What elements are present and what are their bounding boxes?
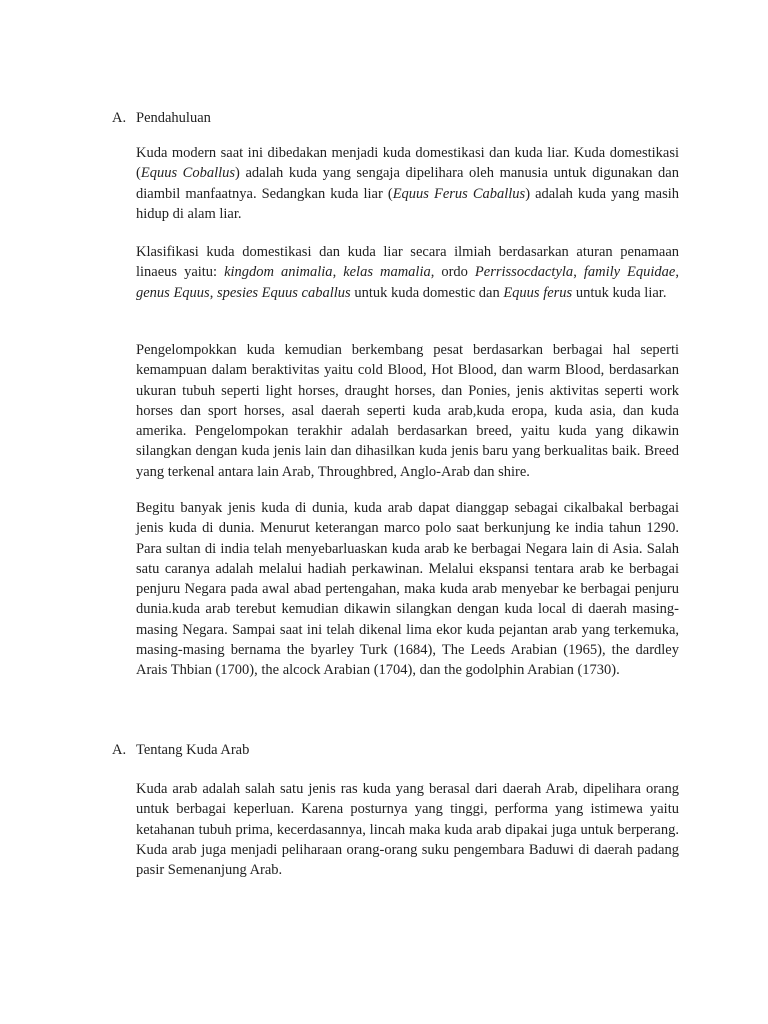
italic-term: Perrissocdactyla: [474, 264, 574, 281]
text-run: Klasifikasi kuda domestikasi dan kuda liar secara ilmiah berdasarkan aturan penamaan linaeus yaitu:: [136, 244, 679, 281]
text-run: Kuda arab adalah salah satu jenis ras kuda yang berasal dari daerah Arab, dipelihara orang untuk berbagai keperluan. Karena posturnya yang tinggi, performa yang istimewa yaitu ketahanan tubuh prima, kecerdasannya, lincah maka kuda arab dipakai juga untuk berperang. Kuda arab juga menjadi peliharaan orang-orang suku pengembara Baduwi di daerah padang pasir Semenanjung Arab.: [136, 781, 679, 879]
text-run: ,: [573, 264, 584, 281]
italic-term: kingdom animalia: [224, 264, 333, 281]
paragraph: [136, 143, 679, 224]
section-title: Tentang Kuda Arab: [136, 742, 250, 758]
italic-term: spesies Equus caballus: [216, 284, 351, 301]
italic-term: Equus Coballus: [140, 165, 236, 182]
paragraph: [136, 242, 679, 303]
list-marker: A.: [112, 742, 127, 758]
text-run: untuk kuda domestic dan: [350, 284, 504, 301]
text-run: Pengelompokkan kuda kemudian berkembang pesat berdasarkan berbagai hal seperti kemampuan dalam beraktivitas yaitu cold Blood, Hot Blood, dan warm Blood, berdasarkan ukuran tubuh seperti light horses, draught horses, dan Ponies, jenis aktivitas seperti work horses dan sport horses, asal daerah seperti kuda arab,kuda eropa, kuda asia, dan kuda amerika. Pengelompokan terakhir adalah berdasarkan breed, yaitu kuda yang dikawin silangkan dengan kuda jenis lain dan dihasilkan kuda jenis baru yang berkualitas baik. Breed yang terkenal antara lain Arab, Throughbred, Anglo-Arab dan shire.: [136, 342, 679, 480]
list-marker: A.: [112, 110, 127, 126]
paragraph: [136, 779, 679, 880]
text-run: Begitu banyak jenis kuda di dunia, kuda arab dapat dianggap sebagai cikalbakal berbagai jenis kuda di dunia. Menurut keterangan marco polo saat berkunjung ke india tahun 1290. Para sultan di india telah menyebarluaskan kuda arab ke berbagai Negara lain di Asia. Salah satu caranya adalah melalui hadiah perkawinan. Melalui ekspansi tentara arab ke berbagai penjuru Negara pada awal abad pertengahan, maka kuda arab menyebar ke berbagai penjuru dunia.kuda arab terebut kemudian dikawin silangkan dengan kuda local di daerah masing-masing Negara. Sampai saat ini telah dikenal lima ekor kuda pejantan arab yang terkemuka, masing-masing bernama the byarley Turk (1684), The Leeds Arabian (1965), the dardley Arais Thbian (1700), the alcock Arabian (1704), dan the godolphin Arabian (1730).: [136, 500, 679, 679]
italic-term: Equus Ferus Caballus: [392, 185, 526, 202]
text-run: untuk kuda liar.: [572, 284, 667, 301]
text-run: ,: [332, 264, 344, 281]
text-run: ) adalah kuda yang sengaja dipelihara oleh manusia untuk digunakan dan diambil manfaatnya. Sedangkan kuda liar (: [136, 165, 679, 202]
text-run: ,: [209, 284, 217, 301]
section-heading: [112, 740, 249, 760]
italic-term: Equus ferus: [503, 284, 573, 301]
section-heading: [112, 108, 211, 128]
paragraph: [136, 498, 679, 681]
text-run: Kuda modern saat ini dibedakan menjadi kuda domestikasi dan kuda liar. Kuda domestikasi (: [136, 145, 679, 182]
text-run: ) adalah kuda yang masih hidup di alam liar.: [136, 185, 680, 222]
text-run: , ordo: [430, 264, 475, 281]
paragraph: [136, 340, 679, 482]
text-run: ,: [675, 264, 679, 281]
italic-term: genus Equus: [136, 284, 210, 301]
italic-term: family Equidae: [583, 264, 676, 281]
italic-term: kelas mamalia: [343, 264, 431, 281]
section-title: Pendahuluan: [136, 110, 211, 126]
